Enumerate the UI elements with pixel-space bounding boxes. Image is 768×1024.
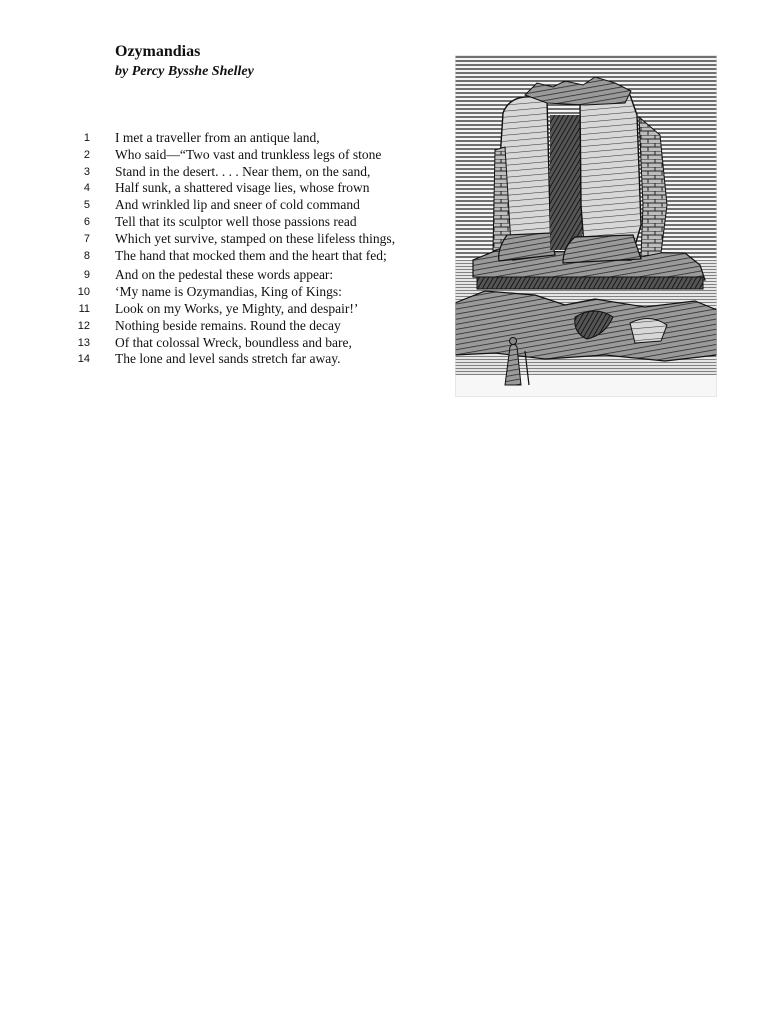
poem-lines	[60, 130, 460, 368]
line-text: Tell that its sculptor well those passions read	[115, 213, 357, 229]
line-text: Which yet survive, stamped on these lifeless things,	[115, 230, 396, 246]
line-text: Of that colossal Wreck, boundless and bare,	[115, 334, 352, 350]
line-text: The lone and level sands stretch far away.	[115, 351, 341, 367]
line-number: 3	[83, 165, 90, 178]
poem-line	[60, 197, 460, 214]
line-text: Nothing beside remains. Round the decay	[115, 317, 341, 333]
line-number: 13	[77, 336, 90, 349]
poem-line	[60, 180, 460, 197]
poem-line	[60, 335, 460, 352]
line-text: Look on my Works, ye Mighty, and despair!’	[115, 300, 359, 316]
line-text: And on the pedestal these words appear:	[115, 267, 334, 283]
poem-line	[60, 248, 460, 265]
poem-line	[60, 318, 460, 335]
line-number: 6	[83, 215, 90, 228]
line-text: The hand that mocked them and the heart that fed;	[115, 247, 387, 263]
poem-title: Ozymandias	[115, 43, 201, 60]
poem-line	[60, 164, 460, 181]
line-number: 7	[83, 232, 90, 245]
line-number: 2	[83, 148, 90, 161]
poem-line	[60, 267, 460, 284]
line-number: 12	[77, 319, 90, 332]
poem-line	[60, 301, 460, 318]
poem-author: by Percy Bysshe Shelley	[115, 64, 254, 79]
poem-line	[60, 284, 460, 301]
poem-line	[60, 147, 460, 164]
line-number: 10	[77, 286, 90, 299]
line-text: Who said—“Two vast and trunkless legs of stone	[115, 146, 382, 162]
poem-line	[60, 214, 460, 231]
line-text: ‘My name is Ozymandias, King of Kings:	[115, 284, 342, 300]
poem-line	[60, 351, 460, 368]
poem-line	[60, 130, 460, 147]
line-number: 9	[83, 269, 90, 282]
line-text: Half sunk, a shattered visage lies, whose frown	[115, 180, 370, 196]
ruined-statue-legs-engraving-icon	[455, 55, 717, 397]
line-number: 1	[83, 132, 90, 144]
line-text: I met a traveller from an antique land,	[115, 130, 320, 145]
line-text: And wrinkled lip and sneer of cold command	[115, 197, 360, 213]
line-text: Stand in the desert. . . . Near them, on the sand,	[115, 163, 371, 179]
line-number: 8	[83, 249, 90, 262]
line-number: 5	[83, 199, 90, 212]
line-number: 14	[77, 353, 90, 366]
poem-line	[60, 231, 460, 248]
line-number: 11	[78, 302, 90, 315]
line-number: 4	[83, 182, 90, 195]
